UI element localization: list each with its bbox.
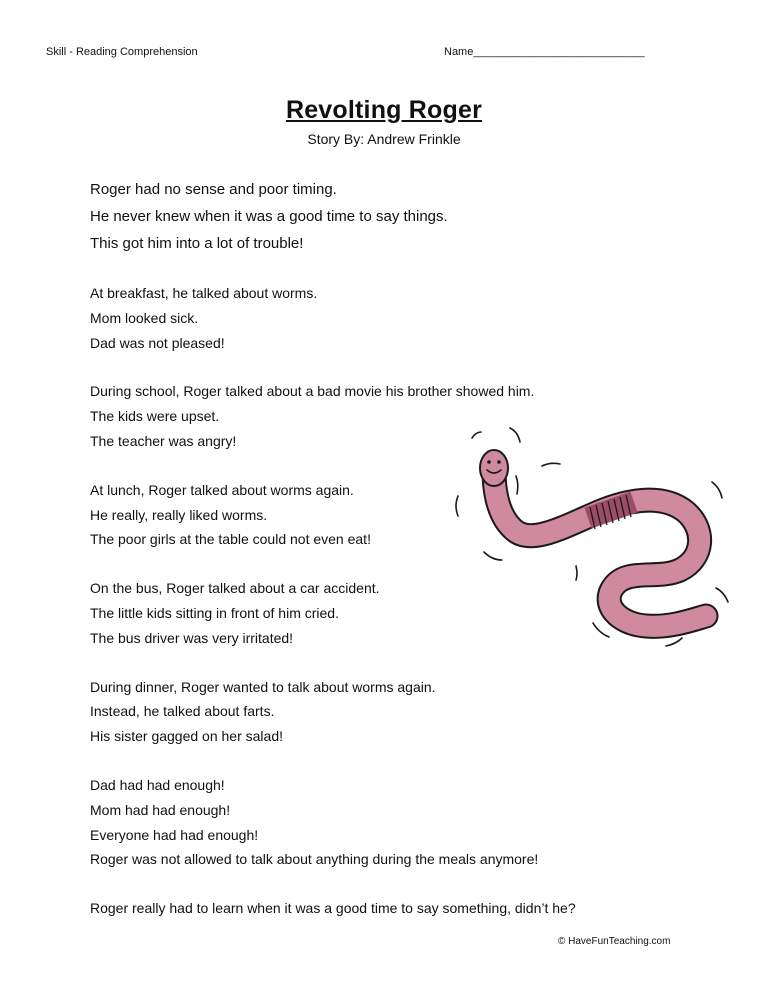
story-line: The kids were upset. [90, 408, 220, 425]
story-paragraph [90, 896, 690, 921]
story-line: He really, really liked worms. [90, 506, 268, 523]
story-paragraph [90, 675, 690, 749]
story-line: At lunch, Roger talked about worms again. [90, 481, 354, 498]
story-line: Dad was not pleased! [90, 334, 225, 351]
story-line: Roger really had to learn when it was a good time to say something, didn’t he? [90, 900, 576, 917]
story-line: Mom had had enough! [90, 801, 231, 818]
story-line: He never knew when it was a good time to say things. [90, 208, 448, 225]
story-line: Everyone had had enough! [90, 826, 259, 843]
story-line: Mom looked sick. [90, 309, 199, 326]
story-line: On the bus, Roger talked about a car accident. [90, 580, 380, 597]
story-line: The teacher was angry! [90, 432, 237, 449]
story-line: The bus driver was very irritated! [90, 629, 294, 646]
skill-label: Skill - Reading Comprehension [46, 46, 198, 58]
story-line: During school, Roger talked about a bad movie his brother showed him. [90, 383, 535, 400]
story-line: Instead, he talked about farts. [90, 703, 275, 720]
story-paragraph [90, 176, 690, 257]
story-author: Story By: Andrew Frinkle [307, 131, 461, 147]
story-line: His sister gagged on her salad! [90, 728, 283, 745]
story-line: During dinner, Roger wanted to talk about worms again. [90, 678, 436, 695]
story-paragraph [90, 773, 690, 872]
story-line: At breakfast, he talked about worms. [90, 285, 318, 301]
story-line: Roger was not allowed to talk about anything during the meals anymore! [90, 851, 539, 868]
story-title: Revolting Roger [285, 96, 483, 124]
story-paragraph [90, 281, 690, 355]
story-line: Dad had had enough! [90, 776, 225, 793]
copyright-footer: © HaveFunTeaching.com [558, 936, 671, 947]
name-field: Name____________________________ [444, 46, 645, 58]
story-line: This got him into a lot of trouble! [90, 235, 304, 252]
story-line: The poor girls at the table could not even eat! [90, 531, 371, 548]
story-line: The little kids sitting in front of him cried. [90, 604, 339, 621]
story-line: Roger had no sense and poor timing. [90, 181, 337, 198]
worm-head [480, 450, 508, 486]
worm-illustration [448, 418, 748, 668]
